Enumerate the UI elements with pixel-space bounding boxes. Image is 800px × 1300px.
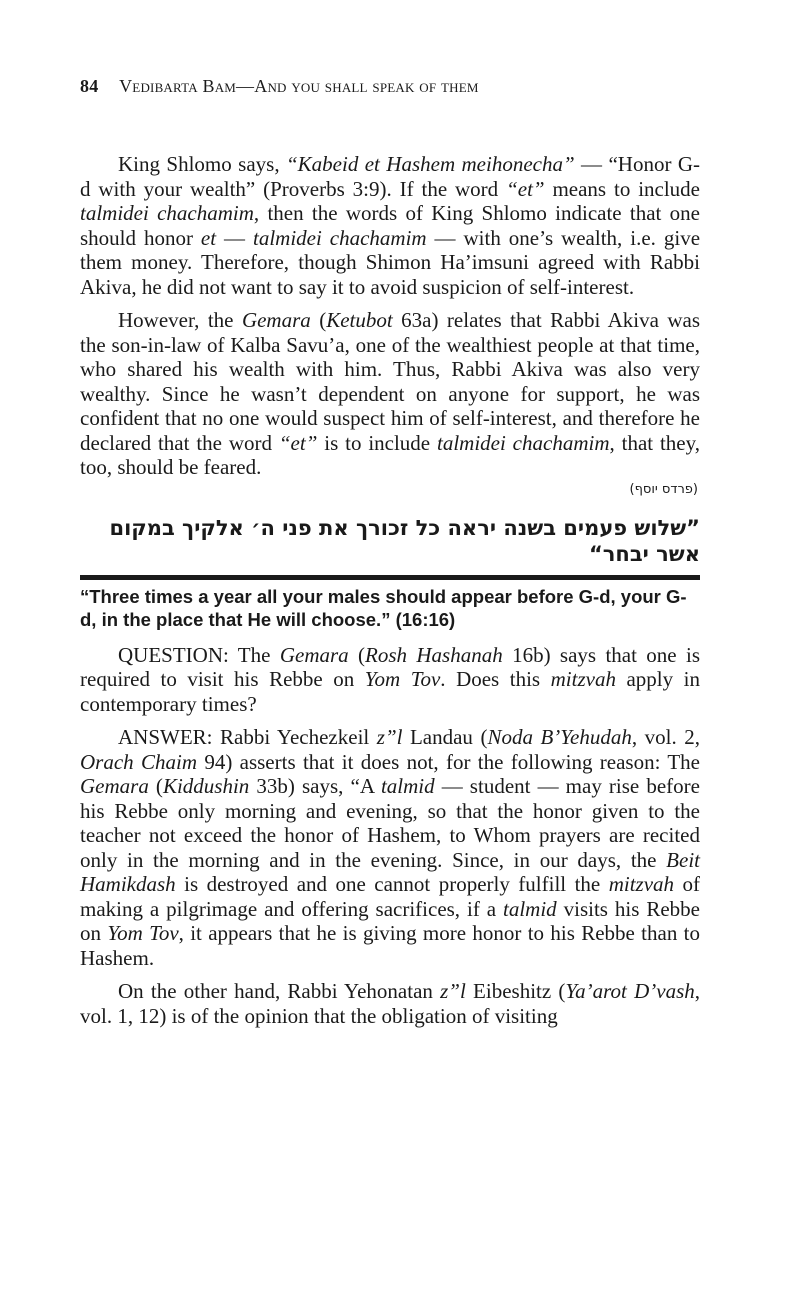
text-run: apply in contemporary times?	[80, 667, 700, 716]
text-run: . Does this	[440, 667, 551, 691]
text-run: ANSWER: Rabbi Yechezkeil	[118, 725, 377, 749]
text-run: 33b) says, “A	[249, 774, 381, 798]
italic-term: Yom Tov	[364, 667, 441, 691]
text-run: Landau (	[402, 725, 488, 749]
paragraph-answer	[80, 725, 700, 970]
text-run: is destroyed and one cannot properly fulfill the	[175, 872, 609, 896]
text-run: QUESTION: The	[118, 642, 280, 667]
source-note: (פרדס יוסף)	[629, 481, 698, 497]
italic-term: talmid	[380, 774, 435, 798]
italic-term: talmid	[503, 896, 557, 921]
italic-term: “Kabeid et Hashem meihonecha”	[285, 152, 575, 176]
italic-term: z”l	[376, 725, 403, 749]
text-run: — “Honor G-d with your wealth” (Proverbs 3:9). If the word	[80, 152, 701, 201]
italic-term: Kiddushin	[162, 774, 250, 798]
italic-term: Gemara	[80, 774, 149, 798]
italic-term: talmidei chachamim	[437, 430, 610, 455]
italic-term: Beit Hamikdash	[80, 847, 700, 896]
text-run: — student — may rise before his Rebbe only morning and evening, so that the honor given to the teacher not exceed the honor of Hashem, to Whom prayers are recited only in the morning and in the evening. Since, in our days, the	[80, 774, 700, 872]
text-run: is to include	[317, 430, 437, 455]
italic-term: Gemara	[279, 642, 349, 667]
italic-term: Noda B’Yehudah	[487, 725, 632, 749]
text-run: visits his Rebbe on	[80, 896, 700, 945]
italic-term: mitzvah	[608, 872, 675, 896]
text-run: Eibeshitz (	[465, 979, 566, 1003]
italic-term: talmidei chachamim	[253, 225, 427, 250]
text-run: King Shlomo says,	[118, 152, 286, 176]
text-run: (	[310, 308, 327, 332]
italic-term: talmidei chachamim	[80, 201, 254, 225]
text-run: 63a) relates that Rabbi Akiva was the son-in-law of Kalba Savu’a, one of the wealthiest people at that time, who shared his wealth with him. Thus, Rabbi Akiva was also very wealthy. Since he wasn’t dependent on anyone for support, he was confident that no one would suspect him of self-interest, and therefore he declared that the word	[80, 308, 701, 455]
text-run: 16b) says that one is required to visit his Rebbe on	[80, 642, 701, 691]
italic-term: Ketubot	[326, 308, 393, 332]
text-run: — with one’s wealth, i.e. give them money. Therefore, though Shimon Ha’imsuni agreed with Rabbi Akiva, he did not want to say it to avoid suspicion of self-interest.	[80, 225, 701, 299]
italic-term: “et”	[278, 430, 318, 455]
italic-term: Ya’arot D’vash	[565, 979, 695, 1003]
text-run: —	[216, 225, 253, 250]
text-run: of making a pilgrimage and offering sacrifices, if a	[80, 872, 701, 921]
text-run: , it appears that he is giving more honor to his Rebbe than to Hashem.	[80, 921, 700, 970]
italic-term: Gemara	[241, 308, 311, 332]
text-run: On the other hand, Rabbi Yehonatan	[118, 979, 441, 1003]
page-body	[80, 152, 700, 1028]
text-run: However, the	[118, 308, 242, 332]
paragraph-rabbi-akiva	[80, 308, 700, 480]
italic-term: mitzvah	[550, 667, 616, 691]
english-verse: “Three times a year all your males should appear before G-d, your G-d, in the place that He will choose.” (16:16)	[80, 585, 687, 630]
italic-term: z”l	[440, 979, 466, 1003]
italic-term: et	[200, 225, 217, 250]
italic-term: Rosh Hashanah	[365, 642, 503, 667]
text-run: (	[348, 642, 366, 667]
running-header	[80, 76, 479, 97]
italic-term: Orach Chaim	[80, 749, 197, 774]
text-run: , vol. 2,	[631, 725, 700, 749]
paragraph-kabeid	[80, 152, 700, 299]
page-number: 84	[80, 76, 99, 96]
section-divider	[80, 575, 700, 580]
running-title: Vedibarta Bam—And you shall speak of them	[119, 76, 479, 96]
text-run: (	[148, 774, 163, 798]
paragraph-other-hand	[80, 979, 700, 1028]
paragraph-question	[80, 643, 700, 717]
text-run: means to include	[544, 176, 701, 201]
text-run: , that they, too, should be feared.	[80, 430, 701, 479]
text-run: 94) asserts that it does not, for the following reason: The	[197, 749, 700, 774]
text-run: , then the words of King Shlomo indicate that one should honor	[80, 201, 700, 250]
italic-term: Yom Tov	[107, 921, 179, 945]
italic-term: “et”	[506, 176, 545, 201]
text-run: , vol. 1, 12) is of the opinion that the obligation of visiting	[80, 979, 701, 1028]
hebrew-verse: ”שלוש פעמים בשנה יראה כל זכורך את פני ה׳ אלקיך במקום אשר יבחר“	[109, 515, 700, 566]
